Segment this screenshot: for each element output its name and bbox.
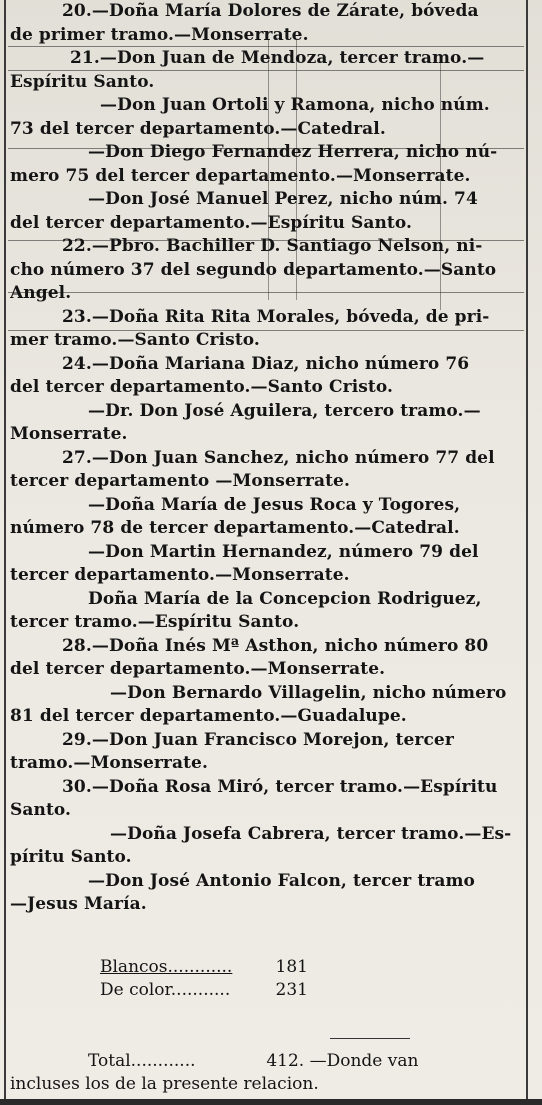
- list-line: —Don Juan Ortoli y Ramona, nicho núm.: [100, 95, 490, 115]
- total-label: Total............: [88, 1051, 196, 1071]
- list-line: del tercer departamento.—Monserrate.: [10, 659, 386, 679]
- list-line: 24.—Doña Mariana Diaz, nicho número 76: [62, 353, 470, 374]
- list-line: —Dr. Don José Aguilera, tercero tramo.—: [88, 400, 481, 421]
- list-line: del tercer departamento.—Santo Cristo.: [10, 377, 394, 397]
- color-value: 231: [275, 980, 308, 1000]
- list-line: Doña María de la Concepcion Rodriguez,: [88, 588, 482, 609]
- total-note: —Donde van: [309, 1051, 419, 1071]
- list-line: —Don Bernardo Villagelin, nicho número: [110, 682, 507, 703]
- blancos-value: 181: [275, 957, 308, 977]
- obituary-list: [10, 0, 522, 917]
- list-line: mer tramo.—Santo Cristo.: [10, 330, 260, 350]
- list-line: —Don José Antonio Falcon, tercer tramo: [88, 870, 475, 891]
- list-line: cho número 37 del segundo departamento.—Santo: [10, 259, 497, 280]
- list-line: —Don Diego Fernandez Herrera, nicho nú-: [88, 142, 498, 162]
- total-value: 412.: [266, 1051, 305, 1071]
- list-line: 27.—Don Juan Sanchez, nicho número 77 del: [62, 447, 495, 468]
- list-line: —Don José Manuel Perez, nicho núm. 74: [88, 189, 478, 209]
- totals-row-color: [100, 979, 308, 1002]
- list-line: de primer tramo.—Monserrate.: [10, 24, 309, 45]
- list-line: tercer departamento —Monserrate.: [10, 471, 350, 491]
- list-line: Santo.: [10, 800, 72, 820]
- list-line: del tercer departamento.—Espíritu Santo.: [10, 212, 413, 233]
- list-line: Angel.: [10, 283, 72, 303]
- list-line: tramo.—Monserrate.: [10, 753, 208, 773]
- totals-block: [100, 956, 308, 1002]
- list-line: —Doña María de Jesus Roca y Togores,: [88, 494, 461, 515]
- list-line: 30.—Doña Rosa Miró, tercer tramo.—Espíritu: [62, 776, 498, 797]
- list-line: 29.—Don Juan Francisco Morejon, tercer: [62, 729, 454, 750]
- list-line: —Jesus María.: [10, 894, 147, 914]
- list-line: Monserrate.: [10, 424, 128, 444]
- list-line: 23.—Doña Rita Rita Morales, bóveda, de pri-: [62, 306, 490, 327]
- total-text: [10, 1050, 522, 1073]
- sum-rule: [330, 1038, 410, 1039]
- color-label: De color...........: [100, 980, 231, 1000]
- list-line: mero 75 del tercer departamento.—Monserrate.: [10, 165, 471, 186]
- list-line: tercer tramo.—Espíritu Santo.: [10, 612, 300, 632]
- list-line: 73 del tercer departamento.—Catedral.: [10, 118, 386, 139]
- final-line: incluses los de la presente relacion.: [10, 1074, 319, 1094]
- list-line: 22.—Pbro. Bachiller D. Santiago Nelson, ni-: [62, 236, 483, 256]
- list-line: —Don Martin Hernandez, número 79 del: [88, 541, 479, 562]
- list-line: Espíritu Santo.: [10, 71, 155, 92]
- list-line: 20.—Doña María Dolores de Zárate, bóveda: [62, 1, 479, 21]
- list-line: —Doña Josefa Cabrera, tercer tramo.—Es-: [110, 823, 512, 844]
- totals-row-blancos: [100, 956, 308, 979]
- blancos-label: Blancos............: [100, 957, 233, 977]
- list-line: tercer departamento.—Monserrate.: [10, 565, 350, 585]
- bottom-border: [0, 1099, 542, 1105]
- list-line: 21.—Don Juan de Mendoza, tercer tramo.—: [70, 48, 485, 68]
- right-column-rule: [526, 0, 528, 1105]
- list-line: 81 del tercer departamento.—Guadalupe.: [10, 706, 407, 726]
- total-line: [10, 1050, 522, 1096]
- list-line: número 78 de tercer departamento.—Catedral.: [10, 518, 460, 538]
- list-line: píritu Santo.: [10, 847, 132, 867]
- left-column-rule: [4, 0, 6, 1105]
- list-line: 28.—Doña Inés Mª Asthon, nicho número 80: [62, 635, 489, 656]
